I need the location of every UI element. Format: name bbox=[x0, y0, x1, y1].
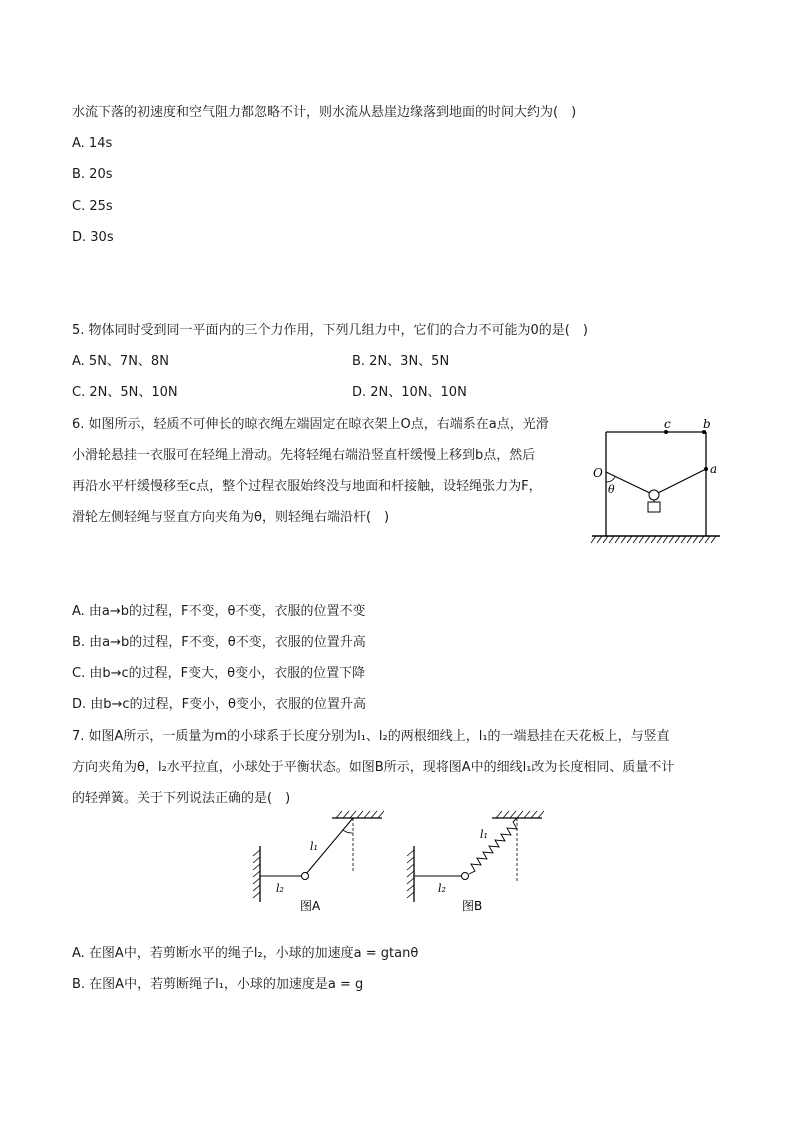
label-O: O bbox=[593, 466, 603, 480]
q6-option-b: B. 由a→b的过程，F不变，θ不变，衣服的位置升高 bbox=[72, 635, 366, 650]
q6-stem-line-2: 小滑轮悬挂一衣服可在轻绳上滑动。先将轻绳右端沿竖直杆缓慢上移到b点，然后 bbox=[72, 448, 536, 463]
spring-l1 bbox=[469, 818, 517, 874]
q4-option-a: A. 14s bbox=[72, 136, 113, 151]
label-c: c bbox=[664, 417, 671, 431]
q4-option-d: D. 30s bbox=[72, 230, 114, 245]
q7-option-b: B. 在图A中，若剪断绳子l₁，小球的加速度是a = g bbox=[72, 977, 364, 992]
q6-stem-line-4: 滑轮左侧轻绳与竖直方向夹角为θ，则轻绳右端沿杆( ) bbox=[72, 510, 390, 525]
q7-stem-line-1: 7. 如图A所示，一质量为m的小球系于长度分别为l₁、l₂的两根细线上，l₁的一端悬挂在天花板上，与竖直 bbox=[72, 729, 670, 744]
q4-option-c: C. 25s bbox=[72, 199, 113, 214]
label-b: b bbox=[703, 417, 711, 431]
q6-figure-clothesline bbox=[590, 415, 730, 545]
label-a: a bbox=[710, 462, 718, 476]
caption-fig-a: 图A bbox=[300, 899, 321, 913]
q6-option-c: C. 由b→c的过程，F变大，θ变小，衣服的位置下降 bbox=[72, 666, 366, 681]
q5-option-b: B. 2N、3N、5N bbox=[352, 354, 450, 369]
label-l2: l₂ bbox=[276, 882, 284, 895]
label-l1: l₁ bbox=[310, 840, 318, 853]
q7-stem-line-3: 的轻弹簧。关于下列说法正确的是( ) bbox=[72, 791, 291, 806]
q6-option-a: A. 由a→b的过程，F不变，θ不变，衣服的位置不变 bbox=[72, 604, 366, 619]
label-l2: l₂ bbox=[438, 882, 446, 895]
q5-option-a: A. 5N、7N、8N bbox=[72, 354, 169, 369]
label-l1: l₁ bbox=[480, 828, 488, 841]
ball bbox=[302, 873, 309, 880]
ball bbox=[462, 873, 469, 880]
q7-stem-line-2: 方向夹角为θ，l₂水平拉直，小球处于平衡状态。如图B所示，现将图A中的细线l₁改为长度相同、质量不计 bbox=[72, 760, 675, 775]
pulley bbox=[649, 490, 659, 500]
q6-stem-line-3: 再沿水平杆缓慢移至c点，整个过程衣服始终没与地面和杆接触，设轻绳张力为F， bbox=[72, 479, 542, 494]
q4-stem: 水流下落的初速度和空气阻力都忽略不计，则水流从悬崖边缘落到地面的时间大约为( ) bbox=[72, 105, 577, 120]
caption-fig-b: 图B bbox=[462, 899, 483, 913]
q7-figure-b bbox=[404, 810, 554, 920]
q4-option-b: B. 20s bbox=[72, 167, 113, 182]
q6-stem-line-1: 6. 如图所示，轻质不可伸长的晾衣绳左端固定在晾衣架上O点，右端系在a点，光滑 bbox=[72, 417, 549, 432]
label-theta: θ bbox=[608, 483, 615, 496]
q7-option-a: A. 在图A中，若剪断水平的绳子l₂，小球的加速度a = gtanθ bbox=[72, 946, 419, 961]
q5-stem: 5. 物体同时受到同一平面内的三个力作用，下列几组力中，它们的合力不可能为0的是( ) bbox=[72, 323, 588, 338]
clothes bbox=[648, 502, 660, 512]
q5-option-c: C. 2N、5N、10N bbox=[72, 385, 178, 400]
q5-option-d: D. 2N、10N、10N bbox=[352, 385, 467, 400]
q6-option-d: D. 由b→c的过程，F变小，θ变小，衣服的位置升高 bbox=[72, 697, 366, 712]
q7-figure-a bbox=[250, 810, 390, 920]
